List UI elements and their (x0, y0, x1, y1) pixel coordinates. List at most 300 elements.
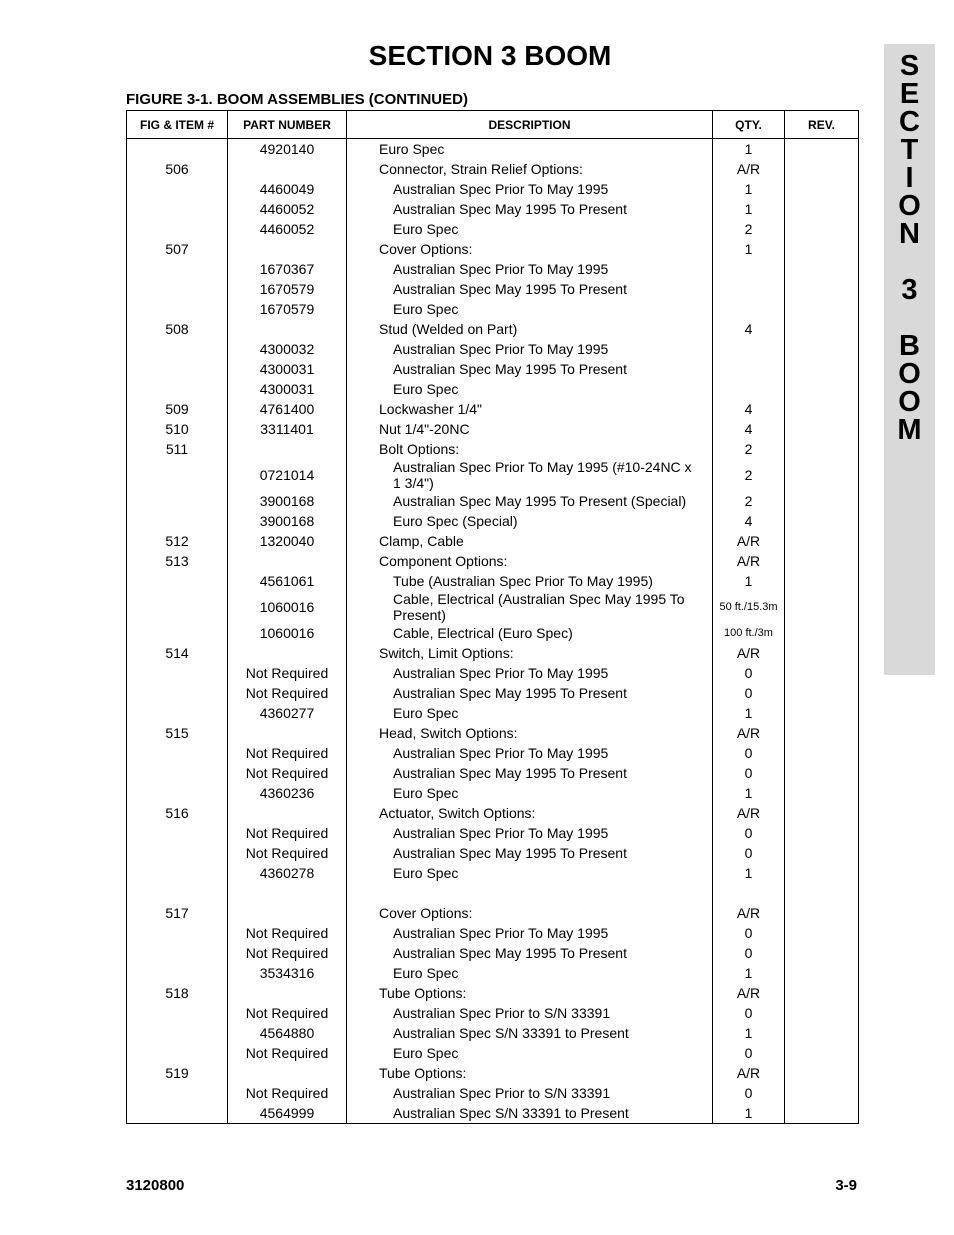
fig-item-cell (127, 299, 228, 319)
rev-cell (785, 923, 859, 943)
part-number-cell: 1060016 (228, 623, 347, 643)
description-cell: Australian Spec S/N 33391 to Present (347, 1103, 713, 1124)
part-number-cell (228, 439, 347, 459)
fig-item-cell: 512 (127, 531, 228, 551)
table-row (127, 943, 859, 963)
table-row (127, 511, 859, 531)
part-number-cell (228, 803, 347, 823)
table-row (127, 1103, 859, 1124)
description-cell: Cover Options: (347, 903, 713, 923)
qty-cell (713, 259, 785, 279)
fig-item-cell: 508 (127, 319, 228, 339)
description-cell: Actuator, Switch Options: (347, 803, 713, 823)
table-header-row (127, 111, 859, 139)
fig-item-cell (127, 1043, 228, 1063)
page-title: SECTION 3 BOOM (368, 40, 612, 71)
part-number-cell: 3534316 (228, 963, 347, 983)
table-row (127, 439, 859, 459)
table-row (127, 199, 859, 219)
rev-cell (785, 259, 859, 279)
fig-item-cell: 513 (127, 551, 228, 571)
part-number-cell: Not Required (228, 763, 347, 783)
table-row (127, 419, 859, 439)
table-row (127, 279, 859, 299)
description-cell: Connector, Strain Relief Options: (347, 159, 713, 179)
description-cell: Australian Spec Prior To May 1995 (#10-24NC x 1 3/4") (347, 459, 713, 491)
fig-item-cell (127, 623, 228, 643)
description-cell: Tube Options: (347, 983, 713, 1003)
table-row (127, 963, 859, 983)
fig-item-cell (127, 1103, 228, 1124)
table-row (127, 159, 859, 179)
rev-cell (785, 1103, 859, 1124)
fig-item-cell (127, 923, 228, 943)
fig-item-cell (127, 943, 228, 963)
part-number-cell: 4564880 (228, 1023, 347, 1043)
qty-cell: A/R (713, 803, 785, 823)
rev-cell (785, 863, 859, 883)
rev-cell (785, 1023, 859, 1043)
side-tab-letter: I (905, 162, 914, 194)
rev-cell (785, 783, 859, 803)
description-cell: Australian Spec Prior To May 1995 (347, 663, 713, 683)
description-cell: Australian Spec Prior To May 1995 (347, 743, 713, 763)
part-number-cell (228, 883, 347, 903)
fig-item-cell (127, 379, 228, 399)
fig-item-cell (127, 743, 228, 763)
fig-item-cell (127, 511, 228, 531)
description-cell: Australian Spec Prior To May 1995 (347, 339, 713, 359)
description-cell: Bolt Options: (347, 439, 713, 459)
rev-cell (785, 219, 859, 239)
qty-cell (713, 379, 785, 399)
fig-item-cell: 506 (127, 159, 228, 179)
description-cell: Australian Spec S/N 33391 to Present (347, 1023, 713, 1043)
qty-cell: A/R (713, 159, 785, 179)
side-tab-letter (884, 304, 935, 332)
qty-cell: 0 (713, 843, 785, 863)
qty-cell: 0 (713, 663, 785, 683)
fig-item-cell (127, 359, 228, 379)
fig-item-cell (127, 571, 228, 591)
rev-cell (785, 571, 859, 591)
part-number-cell: 4360236 (228, 783, 347, 803)
description-cell: Euro Spec (347, 299, 713, 319)
side-tab-letter: 3 (901, 274, 918, 306)
table-row (127, 259, 859, 279)
side-tab-letter: B (899, 330, 920, 362)
description-cell: Euro Spec (347, 219, 713, 239)
column-header-part-number: PART NUMBER (228, 111, 347, 139)
qty-cell: 1 (713, 239, 785, 259)
rev-cell (785, 1003, 859, 1023)
rev-cell (785, 963, 859, 983)
table-row (127, 743, 859, 763)
qty-cell (713, 883, 785, 903)
part-number-cell: 4460052 (228, 199, 347, 219)
fig-item-cell (127, 199, 228, 219)
qty-cell: 0 (713, 1003, 785, 1023)
table-row (127, 339, 859, 359)
qty-cell (713, 279, 785, 299)
description-cell: Australian Spec Prior To May 1995 (347, 823, 713, 843)
part-number-cell: 4460049 (228, 179, 347, 199)
qty-cell: 1 (713, 1103, 785, 1124)
fig-item-cell (127, 663, 228, 683)
document-number: 3120800 (126, 1177, 185, 1194)
qty-cell: 1 (713, 199, 785, 219)
page-number: 3-9 (835, 1177, 857, 1194)
qty-cell: 1 (713, 571, 785, 591)
rev-cell (785, 903, 859, 923)
fig-item-cell (127, 459, 228, 491)
qty-cell (713, 339, 785, 359)
rev-cell (785, 743, 859, 763)
qty-cell: 0 (713, 683, 785, 703)
part-number-cell: Not Required (228, 843, 347, 863)
rev-cell (785, 1063, 859, 1083)
qty-cell: 2 (713, 491, 785, 511)
parts-table (126, 110, 859, 1124)
description-cell: Cover Options: (347, 239, 713, 259)
table-row (127, 571, 859, 591)
description-cell: Cable, Electrical (Euro Spec) (347, 623, 713, 643)
rev-cell (785, 359, 859, 379)
fig-item-cell (127, 763, 228, 783)
fig-item-cell: 510 (127, 419, 228, 439)
column-header-description: DESCRIPTION (347, 111, 713, 139)
part-number-cell: 4300031 (228, 379, 347, 399)
description-cell: Euro Spec (347, 783, 713, 803)
description-cell: Euro Spec (347, 703, 713, 723)
table-row (127, 399, 859, 419)
fig-item-cell: 515 (127, 723, 228, 743)
part-number-cell (228, 239, 347, 259)
fig-item-cell (127, 1083, 228, 1103)
table-row (127, 883, 859, 903)
table-row (127, 663, 859, 683)
part-number-cell: Not Required (228, 943, 347, 963)
rev-cell (785, 511, 859, 531)
table-row (127, 683, 859, 703)
qty-cell: 1 (713, 179, 785, 199)
qty-cell: 1 (713, 139, 785, 160)
qty-cell: 1 (713, 1023, 785, 1043)
part-number-cell: Not Required (228, 923, 347, 943)
description-cell: Australian Spec Prior To May 1995 (347, 179, 713, 199)
table-row (127, 783, 859, 803)
part-number-cell (228, 551, 347, 571)
description-cell: Australian Spec May 1995 To Present (347, 359, 713, 379)
side-tab-letter: T (900, 134, 919, 166)
qty-cell: A/R (713, 983, 785, 1003)
description-cell: Euro Spec (347, 379, 713, 399)
fig-item-cell (127, 139, 228, 160)
part-number-cell: 1670367 (228, 259, 347, 279)
figure-title: FIGURE 3-1. BOOM ASSEMBLIES (CONTINUED) (126, 91, 468, 108)
rev-cell (785, 439, 859, 459)
fig-item-cell (127, 843, 228, 863)
description-cell: Australian Spec Prior To May 1995 (347, 923, 713, 943)
fig-item-cell (127, 259, 228, 279)
side-tab-letter: N (899, 218, 920, 250)
part-number-cell: 4561061 (228, 571, 347, 591)
rev-cell (785, 139, 859, 160)
table-row (127, 531, 859, 551)
side-tab-letter: O (898, 386, 921, 418)
rev-cell (785, 591, 859, 623)
fig-item-cell (127, 703, 228, 723)
fig-item-cell: 514 (127, 643, 228, 663)
fig-item-cell: 509 (127, 399, 228, 419)
fig-item-cell (127, 339, 228, 359)
part-number-cell: 4360278 (228, 863, 347, 883)
side-tab-letter: M (897, 414, 922, 446)
rev-cell (785, 883, 859, 903)
table-row (127, 459, 859, 491)
table-row (127, 863, 859, 883)
table-row (127, 359, 859, 379)
qty-cell: 0 (713, 1043, 785, 1063)
table-row (127, 803, 859, 823)
table-row (127, 1063, 859, 1083)
rev-cell (785, 199, 859, 219)
qty-cell: 1 (713, 703, 785, 723)
part-number-cell: Not Required (228, 823, 347, 843)
description-cell: Australian Spec Prior to S/N 33391 (347, 1083, 713, 1103)
table-row (127, 591, 859, 623)
qty-cell: A/R (713, 643, 785, 663)
part-number-cell: Not Required (228, 1083, 347, 1103)
part-number-cell: 0721014 (228, 459, 347, 491)
table-row (127, 491, 859, 511)
rev-cell (785, 1083, 859, 1103)
fig-item-cell (127, 783, 228, 803)
rev-cell (785, 551, 859, 571)
table-row (127, 1023, 859, 1043)
description-cell: Tube (Australian Spec Prior To May 1995) (347, 571, 713, 591)
fig-item-cell (127, 683, 228, 703)
description-cell: Euro Spec (347, 139, 713, 160)
qty-cell: 1 (713, 863, 785, 883)
description-cell: Lockwasher 1/4" (347, 399, 713, 419)
rev-cell (785, 703, 859, 723)
table-row (127, 983, 859, 1003)
description-cell: Australian Spec May 1995 To Present (347, 683, 713, 703)
table-row (127, 623, 859, 643)
description-cell: Australian Spec May 1995 To Present (347, 943, 713, 963)
side-tab-letter (884, 248, 935, 276)
part-number-cell: 4300031 (228, 359, 347, 379)
rev-cell (785, 663, 859, 683)
description-cell: Euro Spec (347, 963, 713, 983)
table-row (127, 551, 859, 571)
description-cell: Head, Switch Options: (347, 723, 713, 743)
rev-cell (785, 299, 859, 319)
part-number-cell (228, 983, 347, 1003)
part-number-cell (228, 159, 347, 179)
qty-cell: 4 (713, 419, 785, 439)
qty-cell: 2 (713, 439, 785, 459)
fig-item-cell (127, 219, 228, 239)
description-cell: Australian Spec May 1995 To Present (347, 199, 713, 219)
part-number-cell: 1670579 (228, 299, 347, 319)
rev-cell (785, 179, 859, 199)
part-number-cell: 4564999 (228, 1103, 347, 1124)
side-tab-letter: E (899, 78, 920, 110)
fig-item-cell: 516 (127, 803, 228, 823)
fig-item-cell (127, 963, 228, 983)
table-row (127, 703, 859, 723)
qty-cell: A/R (713, 551, 785, 571)
side-tab-letters (884, 52, 935, 444)
part-number-cell: Not Required (228, 1003, 347, 1023)
table-row (127, 299, 859, 319)
fig-item-cell (127, 591, 228, 623)
description-cell: Australian Spec Prior to S/N 33391 (347, 1003, 713, 1023)
qty-cell: 2 (713, 459, 785, 491)
qty-cell: 0 (713, 1083, 785, 1103)
part-number-cell: 1320040 (228, 531, 347, 551)
side-tab-letter: S (899, 50, 920, 82)
part-number-cell: 4761400 (228, 399, 347, 419)
qty-cell: 0 (713, 943, 785, 963)
part-number-cell: 3900168 (228, 491, 347, 511)
rev-cell (785, 763, 859, 783)
rev-cell (785, 491, 859, 511)
fig-item-cell (127, 823, 228, 843)
part-number-cell (228, 319, 347, 339)
qty-cell: 0 (713, 823, 785, 843)
part-number-cell: Not Required (228, 1043, 347, 1063)
table-row (127, 179, 859, 199)
rev-cell (785, 943, 859, 963)
table-row (127, 903, 859, 923)
rev-cell (785, 683, 859, 703)
part-number-cell: 3900168 (228, 511, 347, 531)
fig-item-cell (127, 1023, 228, 1043)
table-row (127, 319, 859, 339)
rev-cell (785, 1043, 859, 1063)
table-row (127, 923, 859, 943)
table-row (127, 843, 859, 863)
description-cell: Component Options: (347, 551, 713, 571)
part-number-cell: 3311401 (228, 419, 347, 439)
fig-item-cell (127, 863, 228, 883)
fig-item-cell: 517 (127, 903, 228, 923)
qty-cell: 0 (713, 763, 785, 783)
rev-cell (785, 803, 859, 823)
description-cell: Stud (Welded on Part) (347, 319, 713, 339)
qty-cell: A/R (713, 1063, 785, 1083)
section-side-tab (884, 44, 935, 675)
description-cell: Australian Spec May 1995 To Present (347, 763, 713, 783)
rev-cell (785, 983, 859, 1003)
rev-cell (785, 399, 859, 419)
qty-cell: A/R (713, 531, 785, 551)
fig-item-cell (127, 1003, 228, 1023)
qty-cell: 0 (713, 923, 785, 943)
parts-table-body (127, 139, 859, 1124)
rev-cell (785, 643, 859, 663)
table-row (127, 763, 859, 783)
qty-cell: 4 (713, 319, 785, 339)
rev-cell (785, 723, 859, 743)
fig-item-cell: 507 (127, 239, 228, 259)
description-cell: Euro Spec (Special) (347, 511, 713, 531)
rev-cell (785, 823, 859, 843)
part-number-cell: 4360277 (228, 703, 347, 723)
qty-cell: 4 (713, 511, 785, 531)
table-row (127, 139, 859, 160)
part-number-cell: Not Required (228, 683, 347, 703)
description-cell (347, 883, 713, 903)
qty-cell: 50 ft./15.3m (713, 591, 785, 623)
part-number-cell: 4300032 (228, 339, 347, 359)
qty-cell (713, 299, 785, 319)
rev-cell (785, 419, 859, 439)
fig-item-cell (127, 883, 228, 903)
qty-cell: 1 (713, 783, 785, 803)
description-cell: Australian Spec Prior To May 1995 (347, 259, 713, 279)
description-cell: Australian Spec May 1995 To Present (347, 279, 713, 299)
side-tab-letter: O (898, 190, 921, 222)
part-number-cell (228, 1063, 347, 1083)
column-header-rev: REV. (785, 111, 859, 139)
qty-cell: 2 (713, 219, 785, 239)
rev-cell (785, 623, 859, 643)
fig-item-cell: 518 (127, 983, 228, 1003)
description-cell: Cable, Electrical (Australian Spec May 1995 To Present) (347, 591, 713, 623)
column-header-qty: QTY. (713, 111, 785, 139)
part-number-cell: Not Required (228, 663, 347, 683)
description-cell: Nut 1/4"-20NC (347, 419, 713, 439)
column-header-fig-item: FIG & ITEM # (127, 111, 228, 139)
part-number-cell: 1060016 (228, 591, 347, 623)
part-number-cell (228, 643, 347, 663)
description-cell: Australian Spec May 1995 To Present (347, 843, 713, 863)
fig-item-cell: 511 (127, 439, 228, 459)
part-number-cell: 4460052 (228, 219, 347, 239)
rev-cell (785, 379, 859, 399)
description-cell: Switch, Limit Options: (347, 643, 713, 663)
rev-cell (785, 319, 859, 339)
qty-cell: A/R (713, 723, 785, 743)
fig-item-cell: 519 (127, 1063, 228, 1083)
qty-cell: 100 ft./3m (713, 623, 785, 643)
rev-cell (785, 339, 859, 359)
part-number-cell (228, 903, 347, 923)
part-number-cell: 1670579 (228, 279, 347, 299)
table-row (127, 1043, 859, 1063)
side-tab-letter: O (898, 358, 921, 390)
description-cell: Euro Spec (347, 1043, 713, 1063)
table-row (127, 219, 859, 239)
description-cell: Euro Spec (347, 863, 713, 883)
description-cell: Australian Spec May 1995 To Present (Special) (347, 491, 713, 511)
table-row (127, 643, 859, 663)
fig-item-cell (127, 179, 228, 199)
qty-cell: A/R (713, 903, 785, 923)
qty-cell: 0 (713, 743, 785, 763)
table-row (127, 823, 859, 843)
part-number-cell (228, 723, 347, 743)
rev-cell (785, 459, 859, 491)
table-row (127, 723, 859, 743)
rev-cell (785, 843, 859, 863)
part-number-cell: 4920140 (228, 139, 347, 160)
rev-cell (785, 159, 859, 179)
